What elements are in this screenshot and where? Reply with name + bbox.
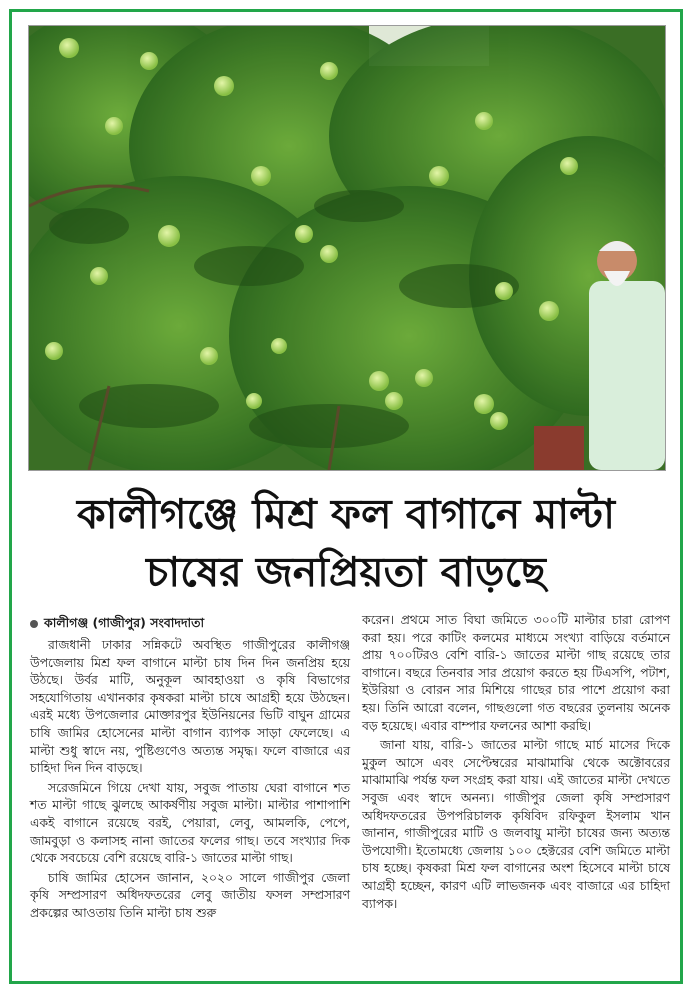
bullet-icon (30, 620, 38, 628)
byline (30, 615, 350, 635)
headline (22, 485, 670, 601)
headline-line-2: চাষের জনপ্রিয়তা বাড়ছে (146, 548, 546, 596)
byline-text: কালীগঞ্জ (গাজীপুর) সংবাদদাতা (44, 615, 205, 630)
news-clipping (9, 9, 683, 984)
paragraph: চাষি জামির হোসেন জানান, ২০২০ সালে গাজীপুর জেলা কৃষি সম্প্রসারণ অধিদফতরের লেবু জাতীয় ফসল সম্প্রসারণ প্রকল্পের আওতায় তিনি মাল্টা চাষ শুরু (30, 870, 350, 920)
paragraph: রাজধানী ঢাকার সন্নিকটে অবস্থিত গাজীপুরের কালীগঞ্জ উপজেলায় মিশ্র ফল বাগানে মাল্টা চাষ দিন দিন জনপ্রিয় হয়ে উঠছে। উর্বর মাটি, অনুকূল আবহাওয়া ও কৃষি বিভাগের সহযোগিতায় এখানকার কৃষকরা মাল্টা চাষে আগ্রহী হয়ে উঠছেন। এরই মধ্যে উপজেলার মোক্তারপুর ইউনিয়নের ভিটি বাঘুন গ্রামের চাষি জামির হোসেনের মাল্টা বাগান ব্যাপক সাড়া ফেলেছে। এ মাল্টা শুধু স্বাদে নয়, পুষ্টিগুণেও অত্যন্ত সমৃদ্ধ। ফলে বাজারে এর চাহিদা দিন দিন বাড়ছে। (30, 638, 350, 776)
paragraph: জানা যায়, বারি-১ জাতের মাল্টা গাছে মার্চ মাসের দিকে মুকুল আসে এবং সেপ্টেম্বরের মাঝামাঝি থেকে অক্টোবরের মাঝামাঝি পর্যন্ত ফল সংগ্রহ করা যায়। এই জাতের মাল্টা দেখতে সবুজ এবং স্বাদে অনন্য। গাজীপুর জেলা কৃষি সম্প্রসারণ অধিদফতরের উপপরিচালক কৃষিবিদ রফিকুল ইসলাম খান জানান, গাজীপুরের মাটি ও জলবায়ু মাল্টা চাষের জন্য অত্যন্ত উপযোগী। ইতোমধ্যে জেলায় ১০০ হেক্টরের বেশি জমিতে মাল্টা চাষ হচ্ছে। কৃষকরা মিশ্র ফল বাগানের অংশ হিসেবে মাল্টা চাষে আগ্রহী হচ্ছেন, কারণ এটি লাভজনক এবং বাজারে এর চাহিদা ব্যাপক। (362, 738, 670, 911)
paragraph: সরেজমিনে গিয়ে দেখা যায়, সবুজ পাতায় ঘেরা বাগানে শত শত মাল্টা গাছে ঝুলছে আকর্ষণীয় সবুজ মাল্টা। মাল্টার পাশাপাশি একই বাগানে রয়েছে বরই, পেয়ারা, লেবু, আমলকি, পেপে, জামবুড়া ও কলাসহ নানা জাতের ফলের গাছ। তবে সংখ্যার দিক থেকে সবচেয়ে বেশি রয়েছে বারি-১ জাতের মাল্টা গাছ। (30, 780, 350, 866)
orchard-photo (28, 25, 666, 471)
article-column-left (30, 637, 350, 925)
paragraph-continuation: করেন। প্রথমে সাত বিঘা জমিতে ৩০০টি মাল্টার চারা রোপণ করা হয়। পরে কাটিং কলমের মাধ্যমে সংখ্যা বাড়িয়ে বর্তমানে প্রায় ৭০০টিরও বেশি বারি-১ জাতের মাল্টা গাছ রয়েছে তার বাগানে। বছরে তিনবার সার প্রয়োগ করতে হয় টিএসপি, পটাশ, ইউরিয়া ও বোরন সার মিশিয়ে গাছের চার পাশে প্রয়োগ করা হয়। তিনি আরো বলেন, গাছগুলো গত বছরের তুলনায় অনেক বড় হয়েছে। এবার বাম্পার ফলনের আশা করছি। (362, 613, 670, 733)
headline-line-1: কালীগঞ্জে মিশ্র ফল বাগানে মাল্টা (76, 490, 616, 538)
article-column-right (362, 612, 670, 915)
malta-orchard-image (29, 26, 665, 470)
